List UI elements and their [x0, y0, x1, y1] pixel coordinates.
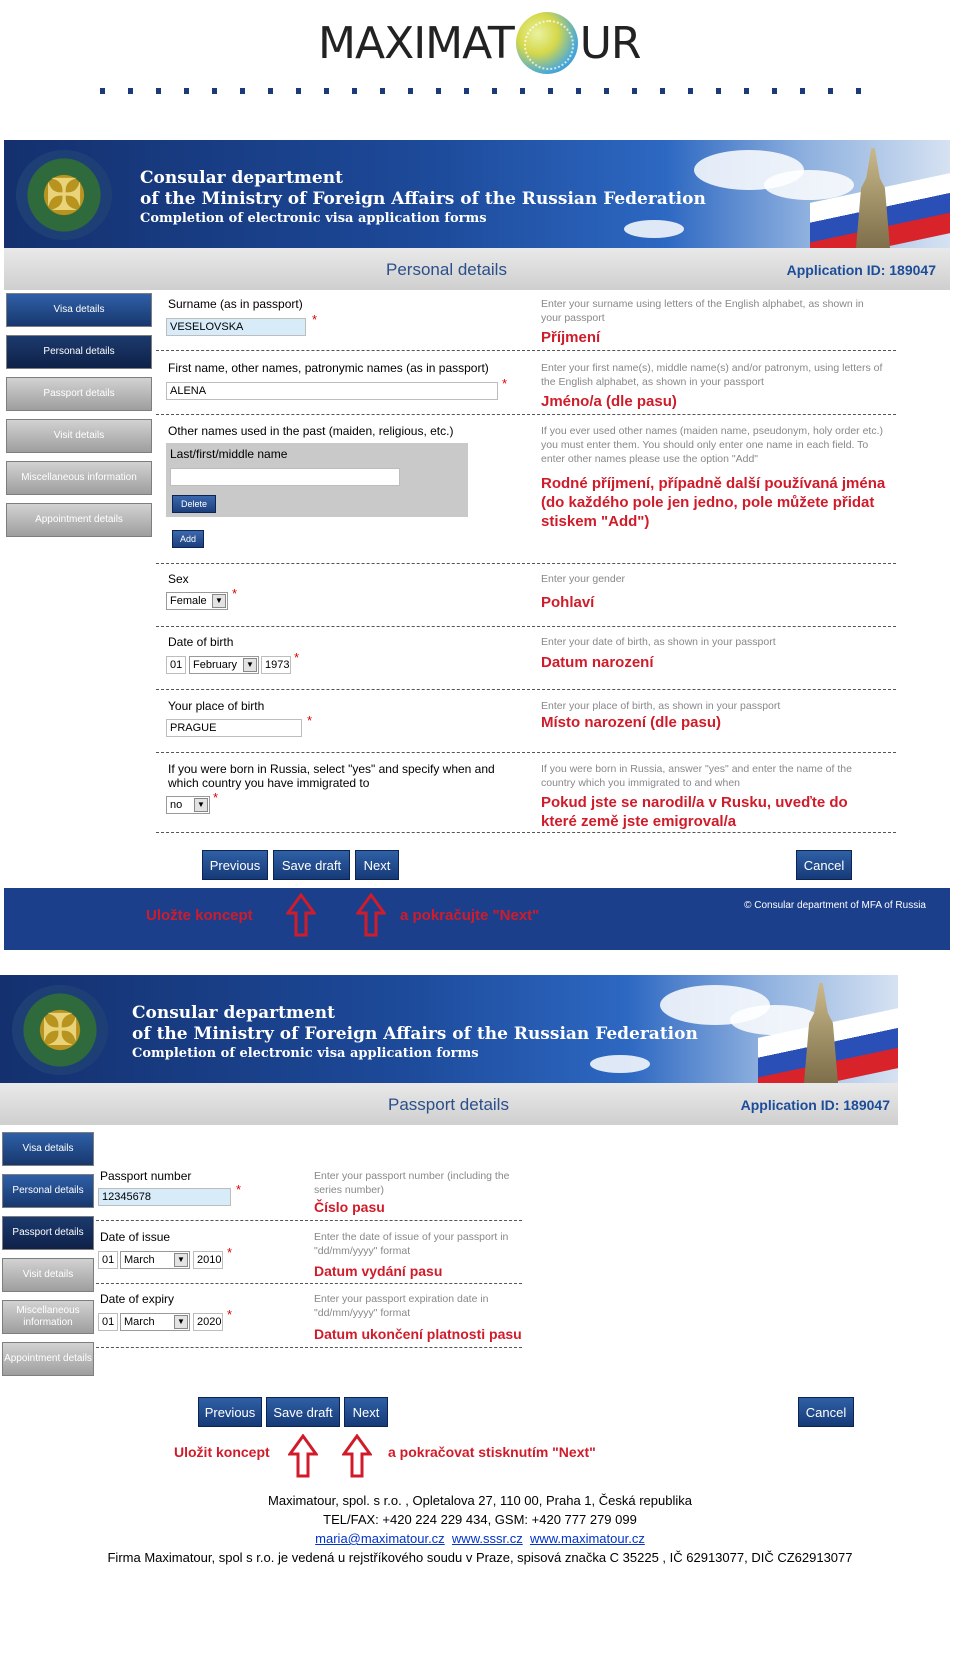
russia-cz: Pokud jste se narodil/a v Rusku, uveďte do které země jste emigroval/a	[541, 794, 848, 830]
application-id: Application ID: 189047	[740, 1097, 890, 1113]
arrow-up-icon	[342, 1434, 372, 1478]
divider	[96, 1220, 522, 1221]
sidebar-item-passport-details[interactable]: Passport details	[2, 1216, 94, 1250]
expiry-month-select[interactable]	[120, 1313, 190, 1331]
sidebar-item-appointment[interactable]: Appointment details	[6, 503, 152, 537]
firstname-label: First name, other names, patronymic names (as in passport)	[168, 361, 489, 375]
required-marker: *	[236, 1182, 242, 1197]
divider	[156, 832, 896, 833]
pob-input[interactable]: PRAGUE	[166, 719, 302, 737]
maximatour-header	[0, 0, 960, 100]
page-title: Personal details	[386, 260, 507, 279]
add-button[interactable]: Add	[172, 530, 204, 548]
cancel-button[interactable]: Cancel	[798, 1397, 854, 1427]
sssr-link[interactable]: www.sssr.cz	[451, 1531, 523, 1546]
dob-help: Enter your date of birth, as shown in your passport	[541, 636, 776, 648]
sidebar-item-miscellaneous[interactable]: Miscellaneous information	[6, 461, 152, 495]
cancel-button[interactable]: Cancel	[796, 850, 852, 880]
divider	[156, 350, 896, 351]
sex-help: Enter your gender	[541, 573, 626, 585]
banner-title: Consular department	[140, 168, 343, 188]
divider	[156, 626, 896, 627]
application-id: Application ID: 189047	[786, 262, 936, 278]
page-header-bar	[4, 248, 950, 290]
dob-cz: Datum narození	[541, 654, 654, 671]
ministry-building-icon	[804, 983, 838, 1083]
othernames-label: Other names used in the past (maiden, religious, etc.)	[168, 424, 454, 438]
sidebar-item-personal-details[interactable]: Personal details	[6, 335, 152, 369]
surname-help: Enter your surname using letters of the English alphabet, as shown in your passport	[541, 298, 864, 324]
required-marker: *	[232, 586, 238, 601]
dob-label: Date of birth	[168, 635, 234, 649]
save-draft-note: Uložit koncept	[174, 1444, 270, 1460]
divider	[96, 1347, 522, 1348]
sidebar-item-miscellaneous[interactable]: Miscellaneous information	[2, 1300, 94, 1334]
sex-value: Female	[170, 595, 207, 607]
chevron-down-icon[interactable]: ▼	[174, 1253, 188, 1267]
maximatour-logo	[318, 8, 641, 78]
divider	[156, 689, 896, 690]
issue-year[interactable]: 2010	[193, 1251, 223, 1269]
coat-of-arms-icon: ✠	[12, 985, 108, 1075]
expiry-cz: Datum ukončení platnosti pasu	[314, 1326, 522, 1342]
russia-help: If you were born in Russia, answer "yes" and enter the name of the country which you immigrated to and when	[541, 763, 852, 789]
dob-year[interactable]: 1973	[261, 656, 291, 674]
sidebar-item-passport-details[interactable]: Passport details	[6, 377, 152, 411]
expiry-label: Date of expiry	[100, 1292, 175, 1306]
othernames-sublabel: Last/first/middle name	[170, 447, 288, 461]
firstname-cz: Jméno/a (dle pasu)	[541, 393, 677, 410]
globe-icon	[516, 12, 578, 74]
issue-label: Date of issue	[100, 1230, 171, 1244]
chevron-down-icon[interactable]: ▼	[243, 658, 257, 672]
firstname-input[interactable]: ALENA	[166, 382, 498, 400]
firstname-help: Enter your first name(s), middle name(s) and/or patronym, using letters of the English alphabet, as shown in your passport	[541, 362, 883, 388]
banner-subtitle: of the Ministry of Foreign Affairs of the Russian Federation	[132, 1024, 698, 1044]
arrow-up-icon	[286, 893, 316, 937]
dob-month-select[interactable]	[189, 656, 259, 674]
othernames-cz: Rodné příjmení, případně další používaná jména (do každého pole jen jedno, pole můžete přidat stiskem "Add")	[541, 475, 886, 530]
next-note: a pokračovat stisknutím "Next"	[388, 1444, 596, 1460]
othernames-help: If you ever used other names (maiden name, pseudonym, holy order etc.) you must enter them. You should only enter one name in each field. To enter other names please use the option "Add"	[541, 425, 884, 465]
previous-button[interactable]: Previous	[198, 1397, 262, 1427]
required-marker: *	[294, 650, 300, 665]
pob-help: Enter your place of birth, as shown in your passport	[541, 700, 781, 712]
banner-title: Consular department	[132, 1003, 335, 1023]
sex-label: Sex	[168, 572, 189, 586]
maximatour-link[interactable]: www.maximatour.cz	[529, 1531, 645, 1546]
issue-help: Enter the date of issue of your passport in "dd/mm/yyyy" format	[314, 1231, 509, 1257]
passport-cz: Číslo pasu	[314, 1199, 385, 1215]
sidebar-nav	[2, 1132, 94, 1384]
dotted-divider	[100, 88, 880, 94]
ministry-building-icon	[856, 148, 890, 248]
company-footer	[0, 1491, 960, 1567]
dob-month-value: February	[193, 659, 238, 671]
surname-label: Surname (as in passport)	[168, 297, 303, 311]
consular-banner	[0, 975, 898, 1083]
expiry-day[interactable]: 01	[98, 1313, 118, 1331]
chevron-down-icon[interactable]: ▼	[194, 798, 208, 812]
page-title: Passport details	[388, 1095, 509, 1114]
divider	[96, 1283, 522, 1284]
required-marker: *	[312, 312, 318, 327]
chevron-down-icon[interactable]: ▼	[212, 594, 226, 608]
chevron-down-icon[interactable]: ▼	[174, 1315, 188, 1329]
divider	[156, 414, 896, 415]
divider	[156, 563, 896, 564]
next-button[interactable]: Next	[355, 850, 399, 880]
required-marker: *	[213, 790, 219, 805]
coat-of-arms-icon: ✠	[16, 150, 112, 240]
passport-label: Passport number	[100, 1169, 192, 1183]
pob-cz: Místo narození (dle pasu)	[541, 714, 722, 731]
company-links	[0, 1529, 960, 1548]
sidebar-item-visit-details[interactable]: Visit details	[2, 1258, 94, 1292]
russia-value: no	[170, 799, 183, 811]
page-header-bar	[0, 1083, 898, 1125]
sidebar-item-visa-details[interactable]: Visa details	[2, 1132, 94, 1166]
required-marker: *	[502, 376, 508, 391]
consular-banner	[4, 140, 950, 248]
russia-label: If you were born in Russia, select "yes" and specify when and which country you have immigrated to	[168, 762, 495, 790]
issue-month-value: March	[124, 1254, 155, 1266]
sidebar-nav	[6, 293, 152, 545]
sex-select[interactable]	[166, 592, 228, 610]
banner-subtitle: of the Ministry of Foreign Affairs of the Russian Federation	[140, 189, 706, 209]
arrow-up-icon	[356, 893, 386, 937]
othernames-input[interactable]	[170, 468, 400, 486]
expiry-month-value: March	[124, 1316, 155, 1328]
issue-cz: Datum vydání pasu	[314, 1263, 443, 1279]
next-note: a pokračujte "Next"	[400, 907, 540, 924]
save-draft-button[interactable]: Save draft	[273, 850, 350, 880]
required-marker: *	[307, 713, 313, 728]
divider	[156, 752, 896, 753]
logo-text-right: UR	[579, 17, 641, 69]
logo-text-left: MAXIMAT	[318, 17, 514, 69]
surname-input[interactable]: VESELOVSKA	[166, 318, 306, 336]
company-registration: Firma Maximatour, spol s r.o. je vedená u rejstříkového soudu v Praze, spisová značka C 35225 , IČ 62913077, DIČ CZ62913077	[107, 1550, 853, 1565]
arrow-up-icon	[288, 1434, 318, 1478]
copyright-text: © Consular department of MFA of Russia	[744, 900, 926, 911]
expiry-help: Enter your passport expiration date in "dd/mm/yyyy" format	[314, 1293, 489, 1319]
save-draft-button[interactable]: Save draft	[266, 1397, 340, 1427]
pob-label: Your place of birth	[168, 699, 265, 713]
previous-button[interactable]: Previous	[202, 850, 268, 880]
banner-caption: Completion of electronic visa application forms	[132, 1046, 479, 1061]
delete-button[interactable]: Delete	[172, 495, 216, 513]
sex-cz: Pohlaví	[541, 594, 595, 611]
company-address: Maximatour, spol. s r.o. , Opletalova 27, 110 00, Praha 1, Česká republika	[268, 1493, 692, 1508]
required-marker: *	[227, 1245, 233, 1260]
dob-day[interactable]: 01	[166, 656, 186, 674]
surname-cz: Příjmení	[541, 329, 601, 346]
save-draft-note: Uložte koncept	[146, 907, 253, 924]
required-marker: *	[227, 1307, 233, 1322]
expiry-year[interactable]: 2020	[193, 1313, 223, 1331]
sidebar-item-visit-details[interactable]: Visit details	[6, 419, 152, 453]
sidebar-item-visa-details[interactable]: Visa details	[6, 293, 152, 327]
email-link[interactable]: maria@maximatour.cz	[315, 1531, 445, 1546]
banner-caption: Completion of electronic visa application forms	[140, 211, 487, 226]
issue-day[interactable]: 01	[98, 1251, 118, 1269]
sidebar-item-personal-details[interactable]: Personal details	[2, 1174, 94, 1208]
sidebar-item-appointment[interactable]: Appointment details	[2, 1342, 94, 1376]
passport-input[interactable]: 12345678	[98, 1188, 231, 1206]
next-button[interactable]: Next	[344, 1397, 388, 1427]
passport-help: Enter your passport number (including the series number)	[314, 1170, 510, 1196]
company-phone: TEL/FAX: +420 224 229 434, GSM: +420 777 279 099	[323, 1512, 637, 1527]
russia-select[interactable]	[166, 796, 210, 814]
issue-month-select[interactable]	[120, 1251, 190, 1269]
